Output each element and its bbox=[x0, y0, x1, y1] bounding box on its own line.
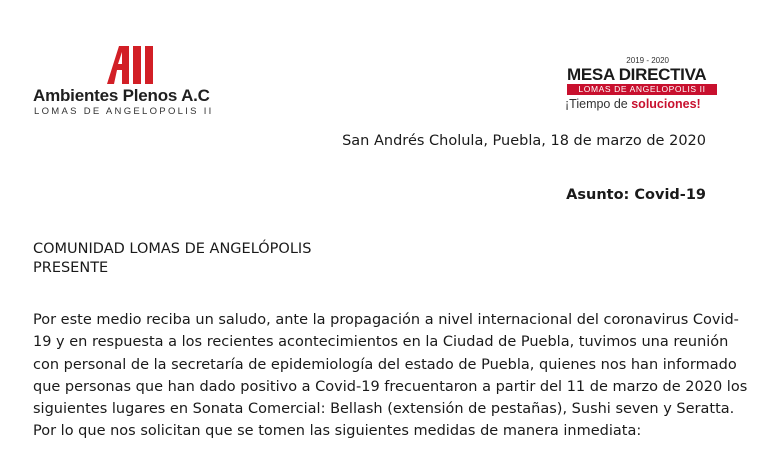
slogan-emphasis: soluciones! bbox=[631, 97, 701, 111]
letter-recipient bbox=[33, 240, 311, 278]
mesa-directiva-logo bbox=[565, 56, 717, 114]
letter-body bbox=[33, 309, 748, 443]
ap-logo-mark-icon bbox=[107, 46, 157, 84]
body-line: que personas que han dado positivo a Covid-19 frecuentaron a partir del 11 de marzo de 2020 los bbox=[33, 378, 748, 395]
org-name: Ambientes Plenos A.C bbox=[33, 86, 210, 105]
letter-date: San Andrés Cholula, Puebla, 18 de marzo de 2020 bbox=[342, 133, 706, 149]
recipient-greeting: PRESENTE bbox=[33, 260, 109, 276]
slogan-prefix: ¡Tiempo de bbox=[565, 97, 632, 111]
body-line: siguientes lugares en Sonata Comercial: Bellash (extensión de pestañas), Sushi seven y Seratta. bbox=[33, 401, 735, 418]
recipient-line: COMUNIDAD LOMAS DE ANGELÓPOLIS bbox=[33, 241, 312, 257]
body-line: Por lo que nos solicitan que se tomen las siguientes medidas de manera inmediata: bbox=[33, 423, 642, 440]
org-subtitle: LOMAS DE ANGELOPOLIS II bbox=[34, 106, 214, 117]
body-line: 19 y en respuesta a los recientes acontecimientos en la Ciudad de Puebla, tuvimos una reunión bbox=[33, 334, 729, 351]
letter-subject: Asunto: Covid-19 bbox=[566, 187, 706, 203]
mesa-years: 2019 - 2020 bbox=[626, 56, 669, 65]
body-line: Por este medio reciba un saludo, ante la propagación a nivel internacional del coronavirus Covid- bbox=[33, 312, 739, 328]
mesa-band: LOMAS DE ANGELOPOLIS II bbox=[567, 84, 717, 95]
mesa-title: MESA DIRECTIVA bbox=[567, 65, 707, 84]
body-line: con personal de la secretaría de epidemiología del estado de Puebla, quienes nos han informado bbox=[33, 356, 737, 373]
mesa-slogan bbox=[565, 97, 701, 111]
